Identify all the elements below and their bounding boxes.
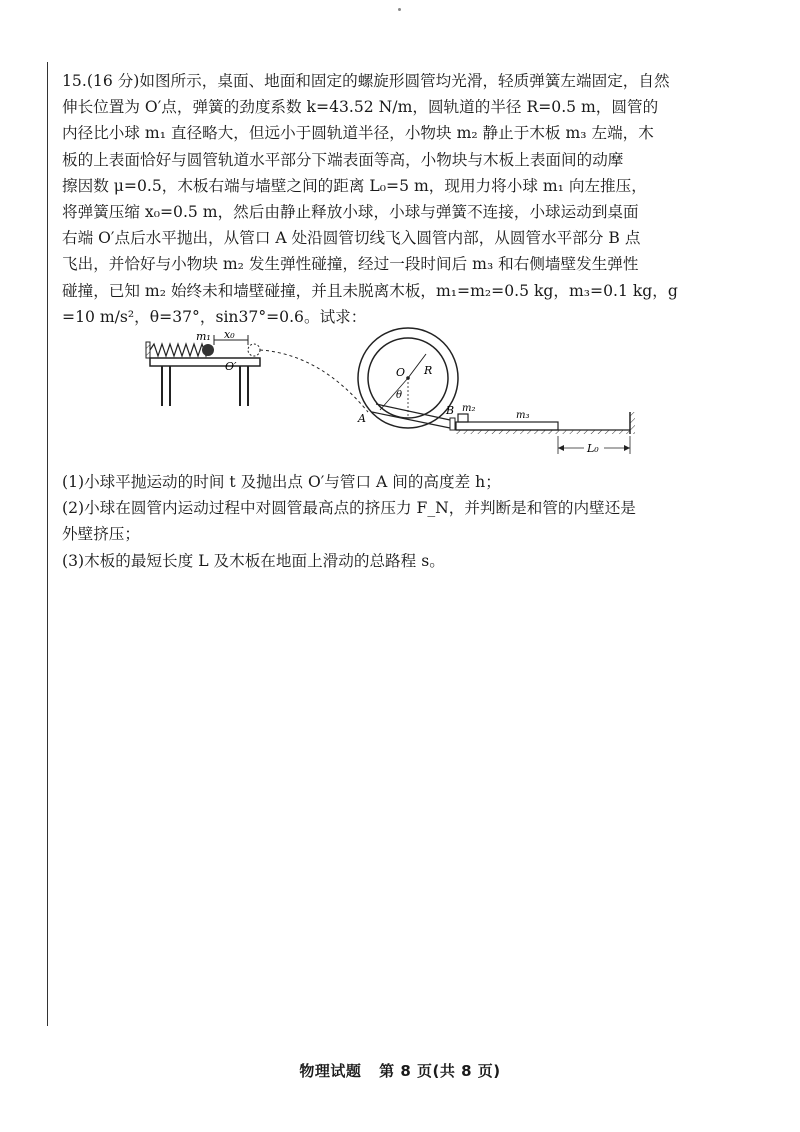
table [150,358,260,406]
problem-line-3: 内径比小球 m₁ 直径略大，但远小于圆轨道半径，小物块 m₂ 静止于木板 m₃ 左端，木 [62,124,654,143]
label-o-prime: O′ [225,360,237,373]
question-list [62,469,712,574]
problem-line-1: 15.(16 分)如图所示，桌面、地面和固定的螺旋形圆管均光滑，轻质弹簧左端固定，自然 [62,72,670,90]
ball-ghost-oprime [248,344,260,356]
problem-15 [62,68,700,330]
problem-line-2: 伸长位置为 O′点，弹簧的劲度系数 k=43.52 N/m，圆轨道的半径 R=0.5 m，圆管的 [62,98,659,117]
scan-dot [398,8,401,11]
page-footer [0,1060,800,1081]
footer-page-number: 第 8 页(共 8 页) [379,1062,501,1080]
physics-diagram [140,326,650,466]
label-theta: θ [396,390,403,401]
problem-line-6: 将弹簧压缩 x₀=0.5 m，然后由静止释放小球，小球与弹簧不连接，小球运动到桌面 [62,203,639,222]
block-m2 [458,414,468,422]
problem-line-7: 右端 O′点后水平抛出，从管口 A 处沿圆管切线飞入圆管内部，从圆管水平部分 B 点 [62,229,641,248]
problem-line-4: 板的上表面恰好与圆管轨道水平部分下端表面等高，小物块与木板上表面间的动摩 [62,150,624,169]
angle-line [380,378,408,410]
label-x0: x₀ [224,328,235,341]
projectile-trajectory [260,350,368,412]
problem-line-10: =10 m/s²，θ=37°，sin37°=0.6。试求： [62,307,367,326]
label-l0: L₀ [587,442,599,455]
plank-m3 [456,422,558,430]
label-o: O [396,366,406,379]
question-3: (3)木板的最短长度 L 及木板在地面上滑动的总路程 s。 [62,551,445,570]
problem-line-8: 飞出，并恰好与小物块 m₂ 发生弹性碰撞，经过一段时间后 m₃ 和右侧墙壁发生弹性 [62,255,639,274]
outlet-b [450,418,455,430]
label-m2: m₂ [462,403,476,414]
label-a: A [358,412,366,425]
ball-m1 [202,344,214,356]
right-wall-hatch [630,412,635,434]
question-2-continued: 外壁挤压； [62,525,140,544]
label-r: R [424,364,433,377]
spring [150,344,208,356]
ground-hatch [456,430,630,434]
l0-arrowhead-right [624,445,630,451]
footer-subject: 物理试题 [299,1062,362,1080]
problem-line-5: 擦因数 μ=0.5，木板右端与墙壁之间的距离 L₀=5 m，现用力将小球 m₁ 向左推压， [62,176,647,195]
l0-arrowhead-left [558,445,564,451]
label-m3: m₃ [516,410,530,421]
question-2: (2)小球在圆管内运动过程中对圆管最高点的挤压力 F_N，并判断是和管的内壁还是 [62,499,636,518]
left-wall [146,342,150,358]
problem-points: (16 分) [86,72,140,90]
problem-line-9: 碰撞，已知 m₂ 始终未和墙壁碰撞，并且未脱离木板，m₁=m₂=0.5 kg，m₃=0.1 kg，g [62,281,678,300]
problem-number: 15. [62,72,87,90]
label-b: B [446,404,455,417]
binding-margin-line [47,62,48,1026]
label-m1: m₁ [196,330,211,343]
question-1: (1)小球平抛运动的时间 t 及抛出点 O′与管口 A 间的高度差 h； [62,473,501,491]
